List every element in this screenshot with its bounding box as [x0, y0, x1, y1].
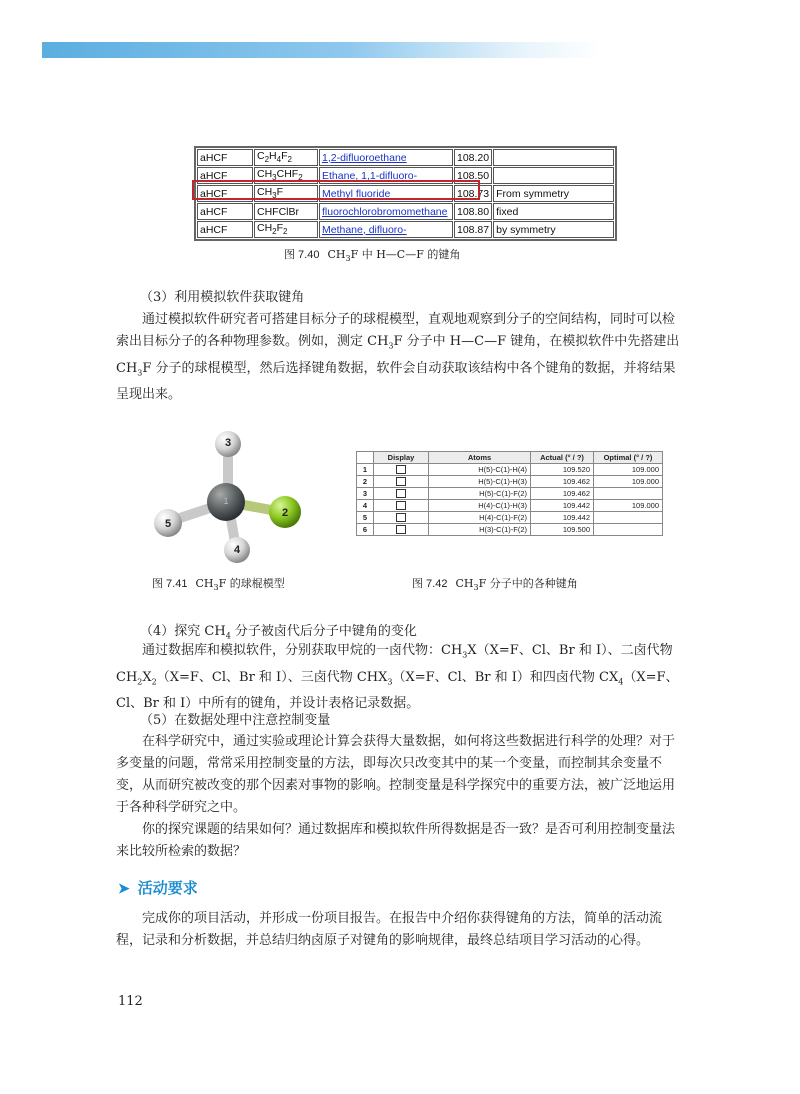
table-cell [493, 167, 614, 184]
subheading: （5）在数据处理中注意控制变量 [140, 713, 331, 728]
actual-cell: 109.462 [531, 488, 594, 500]
atoms-cell: H(5)-C(1)-F(2) [429, 488, 531, 500]
compound-link[interactable]: Methyl fluoride [319, 185, 453, 202]
actual-cell: 109.442 [531, 500, 594, 512]
highlight-box [192, 180, 480, 200]
table-row [357, 476, 663, 488]
row-number: 1 [357, 464, 374, 476]
column-header[interactable]: Display [374, 452, 429, 464]
optimal-cell: 109.000 [594, 500, 663, 512]
table-cell: aHCF [197, 149, 253, 166]
table-cell: From symmetry [493, 185, 614, 202]
table-row [357, 524, 663, 536]
paragraph: 完成你的项目活动，并形成一份项目报告。在报告中介绍你获得键角的方法，简单的活动流程，记录和分析数据，并总结归纳卤原子对键角的影响规律，最终总结项目学习活动的心得。 [116, 911, 663, 948]
atom-label: 2 [281, 507, 289, 519]
table-cell: $C_2H_4F_2$ [254, 149, 318, 166]
section-heading [118, 877, 198, 898]
atom-label: 5 [164, 518, 172, 530]
table-cell: aHCF [197, 203, 253, 220]
actual-cell: 109.520 [531, 464, 594, 476]
table-cell: aHCF [197, 221, 253, 238]
compound-link[interactable]: fluorochlorobromomethane [319, 203, 453, 220]
ball-stick-model [140, 420, 330, 570]
row-number: 4 [357, 500, 374, 512]
table-cell: by symmetry [493, 221, 614, 238]
figure-number: 图 7.40 [284, 249, 320, 261]
atom-label: 4 [233, 544, 241, 556]
compound-link[interactable]: Ethane, 1,1-difluoro- [319, 167, 453, 184]
table-cell: 108.80 [454, 203, 492, 220]
table-cell: 108.73 [454, 185, 492, 202]
figure-number: 图 7.41 [152, 578, 188, 590]
optimal-cell [594, 512, 663, 524]
atoms-cell: H(5)-C(1)-H(4) [429, 464, 531, 476]
atoms-cell: H(5)-C(1)-H(3) [429, 476, 531, 488]
table-row [197, 221, 614, 238]
table-row [357, 464, 663, 476]
optimal-cell: 109.000 [594, 464, 663, 476]
row-number: 2 [357, 476, 374, 488]
subheading: （3）利用模拟软件获取键角 [140, 290, 305, 305]
table-row [357, 512, 663, 524]
figure-caption-7-40 [284, 246, 460, 263]
table-cell [493, 149, 614, 166]
paragraph: 通过数据库和模拟软件，分别获取甲烷的一卤代物：$CH_3X(X=F$、Cl、Br 和 I）、二卤代物 $CH_2X_2(X=F$、Cl、Br 和 I）、三卤代物 $CHX_3(X=F$、Cl、Br 和 I）和四卤代物 $CX_4(X=F$、Cl、Br 和 I）中所有的键角，并设计表格记录数据。 [116, 643, 679, 712]
actual-cell: 109.462 [531, 476, 594, 488]
figure-caption-7-41 [152, 575, 285, 592]
column-header[interactable]: Actual (° / ?) [531, 452, 594, 464]
table-cell: aHCF [197, 185, 253, 202]
paragraph: 通过模拟软件研究者可搭建目标分子的球棍模型，直观地观察到分子的空间结构，同时可以检索出目标分子的各种物理参数。例如，测定 $CH_3F$ 分子中 H—C—F 键角，在模拟软件中先搭建出 $CH_3F$ 分子的球棍模型，然后选择键角数据，软件会自动获取该结构中各个键角的数据，并将结果呈现出来。 [116, 312, 680, 403]
atom-label: 3 [224, 437, 232, 449]
actual-cell: 109.500 [531, 524, 594, 536]
column-header[interactable]: Atoms [429, 452, 531, 464]
header-decor-bar [42, 42, 602, 58]
table-cell: 108.20 [454, 149, 492, 166]
atoms-cell: H(4)-C(1)-F(2) [429, 512, 531, 524]
section-title: 活动要求 [137, 880, 198, 897]
row-number: 5 [357, 512, 374, 524]
display-checkbox[interactable] [396, 501, 406, 510]
page-number: 112 [118, 994, 143, 1009]
display-checkbox[interactable] [396, 477, 406, 486]
actual-cell: 109.442 [531, 512, 594, 524]
display-checkbox[interactable] [396, 525, 406, 534]
table-cell: 108.87 [454, 221, 492, 238]
row-number: 6 [357, 524, 374, 536]
table-cell: fixed [493, 203, 614, 220]
figure-number: 图 7.42 [412, 578, 448, 590]
table-row [197, 203, 614, 220]
figure-caption-text: $CH_3F$ 中 H—C—F 的键角 [327, 248, 461, 264]
atom-label: 1 [223, 496, 229, 506]
table-cell: CHFClBr [254, 203, 318, 220]
optimal-cell [594, 524, 663, 536]
figure-caption-7-42 [412, 575, 578, 592]
subheading: （4）探究 $CH_4$ 分子被卤代后分子中键角的变化 [140, 624, 417, 641]
atoms-cell: H(3)-C(1)-F(2) [429, 524, 531, 536]
figure-caption-text: $CH_3F$ 分子中的各种键角 [455, 577, 578, 593]
table-cell: 108.50 [454, 167, 492, 184]
figure-caption-text: $CH_3F$ 的球棍模型 [195, 577, 285, 593]
row-number: 3 [357, 488, 374, 500]
bond-angles-software-table [356, 451, 663, 536]
optimal-cell [594, 488, 663, 500]
table-cell: $CH_3F$ [254, 185, 318, 202]
optimal-cell: 109.000 [594, 476, 663, 488]
table-cell: $CH_2F_2$ [254, 221, 318, 238]
table-row [357, 500, 663, 512]
table-corner-cell [357, 452, 374, 464]
table-cell: $CH_3CHF_2$ [254, 167, 318, 184]
table-header-row [357, 452, 663, 464]
display-checkbox[interactable] [396, 465, 406, 474]
table-cell: aHCF [197, 167, 253, 184]
chevron-right-icon: ➤ [118, 880, 130, 896]
compound-link[interactable]: 1,2-difluoroethane [319, 149, 453, 166]
compound-link[interactable]: Methane, difluoro- [319, 221, 453, 238]
column-header[interactable]: Optimal (° / ?) [594, 452, 663, 464]
display-checkbox[interactable] [396, 513, 406, 522]
display-checkbox[interactable] [396, 489, 406, 498]
atoms-cell: H(4)-C(1)-H(3) [429, 500, 531, 512]
table-row [197, 149, 614, 166]
paragraph: 你的探究课题的结果如何？通过数据库和模拟软件所得数据是否一致？是否可利用控制变量法来比较所检索的数据？ [116, 822, 676, 859]
table-row [357, 488, 663, 500]
paragraph: 在科学研究中，通过实验或理论计算会获得大量数据，如何将这些数据进行科学的处理？对于多变量的问题，常常采用控制变量的方法，即每次只改变其中的某一个变量，而控制其余变量不变，从而研究被改变的那个因素对事物的影响。控制变量是科学探究中的重要方法，被广泛地运用于各种科学研究之中。 [116, 734, 676, 815]
